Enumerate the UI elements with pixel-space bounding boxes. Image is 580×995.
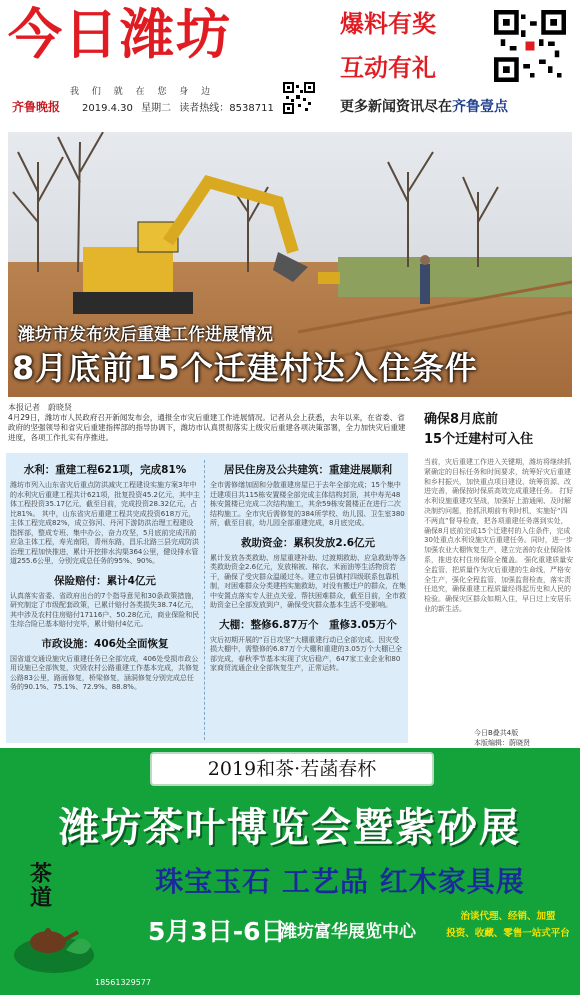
- ad-services-line-2: 投资、收藏、零售一站式平台: [446, 928, 570, 939]
- info-column-right: [210, 458, 406, 680]
- ad-slogan-3-prefix: 更多新闻资讯尽在: [340, 99, 452, 115]
- section-body: 国省道交通设施灾后重建任务已全部完成，406处受损市政公用设施已全部恢复，灾毁农村公路重建工作基本完成，共修复公路83公里，路面修复，桥梁修复，涵洞修复分别完成总任务的90.1%、75.1%、72.9%、88.8%。: [10, 654, 199, 691]
- sidebar-article-body: 当前，灾后重建工作进入关键期，潍坊将继续抓紧确定的目标任务和时间要求，统筹好灾后重建和乡村振兴，加快重点项目建设、统筹资源、改进完善，确保按时保质高效完成重建任务。 打好水利设施重建攻坚战，加强好上游通闸、及时解决制约问题，抢抓汛期前有利时机，实施好“四不两直”督导检查，把各项重建任务落到实处，确保8月底前完成15个迁建村的入住条件，完成30处重点水利设施灾后重建任务。同时，进一步加强农业大棚恢复生产，建立完善的农业保险体系，推进农村住房保险全覆盖。 强化重建质量安全监管，把质量作为灾后重建的生命线，严格安全生产，强化全程监管，加强监督检查，落实责任追究，确保重建工程质量经得起历史和人民的检验。确保灾区群众如期入住，早日过上安居乐业的新生活。: [424, 458, 574, 613]
- ad-services-line-1: 治谈代理、经销、加盟: [460, 911, 556, 922]
- issue-date: 2019.4.30: [82, 103, 133, 114]
- credit-editor: 本版编辑：蔚晓贤: [474, 739, 530, 747]
- date-line: [82, 99, 274, 114]
- section-body: 灾后初期开展的“百日攻坚”大棚重建行动已全部完成。因灾受损大棚中，需整修的6.87万个大棚和重建的3.05万个大棚已全部完成，春秋季节基本实现了灾后稳产，647家工业企业和80家商贸流通企业全部恢复生产，正常运转。: [210, 635, 403, 672]
- ad-date: 5月3日-6日: [148, 917, 286, 946]
- section-title: 水利：重建工程621项，完成81%: [23, 464, 187, 476]
- reporter-byline: 本报记者 蔚晓贤: [8, 403, 72, 412]
- ad-subtitle: 珠宝玉石 工艺品 红木家具展: [155, 865, 525, 898]
- headline-subtitle: 潍坊市发布灾后重建工作进展情况: [18, 325, 273, 345]
- tea-logo-text: 茶道: [30, 861, 53, 911]
- newspaper-logo: 今日潍坊: [8, 3, 232, 66]
- reader-hotline: 读者热线：8538711: [179, 103, 274, 114]
- ad-slogan-3: [340, 96, 508, 116]
- brand-name: 齐鲁晚报: [12, 100, 61, 114]
- sidebar-title-line-1: 确保8月底前: [424, 412, 499, 427]
- ad-slogan-2: 互动有礼: [340, 54, 436, 82]
- section-body: 潍坊市列入山东省灾后重点防洪减灾工程建设实施方案3年中的水利灾后重建工程共计621项，批复投资45.2亿元，其中主体工程投资35.17亿元，截至目前，完成投资28.32亿元，占比81%。 其中，山东省灾后重建工程共完成投资618万元，主体工程完成82%，成立弥河、丹河下游防洪治理工程建设指挥部，整成专班、集中办公，奋力攻坚，5月底前完成汛前应急主体工程，寿光南阳，青州东路，昌乐北路三县完成防洪治理工程加快推进，累计开挖排水沟渠364公里，健设排水管道255.6公里，分别完成总任务的95%、90%。: [10, 481, 200, 565]
- ad-title: 潍坊茶叶博览会暨紫砂展: [59, 805, 521, 851]
- ad-brand-link[interactable]: 齐鲁壹点: [452, 99, 508, 115]
- article-lede: 4月29日，潍坊市人民政府召开新闻发布会，通报全市灾后重建工作进展情况。记者从会上获悉，去年以来，在省委、省政府的坚强领导和省灾后重建指挥部的指导协调下，潍坊市认真贯彻落实上级灾后重建各项决策部署，全力加快灾后重建进度，各项工作扎实有序推进。: [8, 413, 406, 442]
- ad-services: [440, 908, 576, 942]
- info-column-left: [10, 458, 200, 699]
- sidebar-title-line-2: 15个迁建村可入住: [424, 432, 534, 447]
- column-divider: [204, 460, 205, 740]
- ad-slogan-1: 爆料有奖: [340, 10, 436, 38]
- section-water-conservancy: [10, 462, 200, 567]
- section-title: 居民住房及公共建筑：重建进展顺利: [224, 464, 392, 476]
- section-title: 市政设施：406处全面恢复: [41, 637, 169, 650]
- issue-weekday: 星期二: [141, 103, 172, 114]
- section-title: 大棚：整修6.87万个 重修3.05万个: [219, 618, 397, 631]
- section-municipal: [10, 636, 200, 693]
- section-body: 全市需修缮加固和分散重建房屋已于去年全部完成；15个集中迁建项目共115栋安置楼全部完成主体结构封顶，其中寿光48栋安置楼已完成二次结构施工，其余59栋安置楼正在进行二次结构施工。全市灾后需修复的384所学校、幼儿园、卫生室380所，截至目前，幼儿园全部重建完成，8月底完成。: [210, 481, 405, 527]
- section-housing: [210, 462, 406, 529]
- ad-phone[interactable]: 18561329577: [95, 978, 151, 987]
- sidebar-article-title: [424, 410, 574, 450]
- section-greenhouses: [210, 617, 406, 674]
- ad-venue: 潍坊富华展览中心: [280, 922, 416, 942]
- section-title: 保险赔付：累计4亿元: [54, 574, 156, 587]
- credit-pages: 今日B叠共4版: [474, 729, 519, 737]
- headline-title: 8月底前15个迁建村达入住条件: [12, 349, 478, 387]
- qr-code-icon[interactable]: [494, 10, 566, 82]
- section-insurance: [10, 573, 200, 630]
- section-title: 救助资金：累积发放2.6亿元: [240, 536, 376, 549]
- ad-banner: 2019和茶·若菡春杯: [150, 752, 434, 786]
- section-body: 认真落实省委、省政府出台的7个指导意见和30条政策措施，研究制定了市级配套政策，已累计赔付各类损失38.74亿元，其中涉及农村住房赔付17116户、50.28亿元，商业保险和民生综合险已基本赔付完毕，累计赔付4亿元。: [10, 591, 200, 628]
- slogan: 我 们 就 在 您 身 边: [70, 87, 216, 97]
- section-relief-funds: [210, 535, 406, 611]
- section-body: 累计发放各类救助、房屋重建补助、过渡期救助、应急救助等各类救助资金2.6亿元，发放棉被、棉衣、米面油等生活物资若干，确保了受灾群众温暖过冬。建立市县镇村四级联系包靠机制，对困难群众分类建档实施救助，对没有搬迁户的群众，在集中安置点落实专人驻点关爱、帮扶困难群众，截至目前，全市救助资金已全部发放到户，确保受灾群众基本生活不受影响。: [210, 553, 406, 609]
- qr-code-icon[interactable]: [283, 82, 315, 114]
